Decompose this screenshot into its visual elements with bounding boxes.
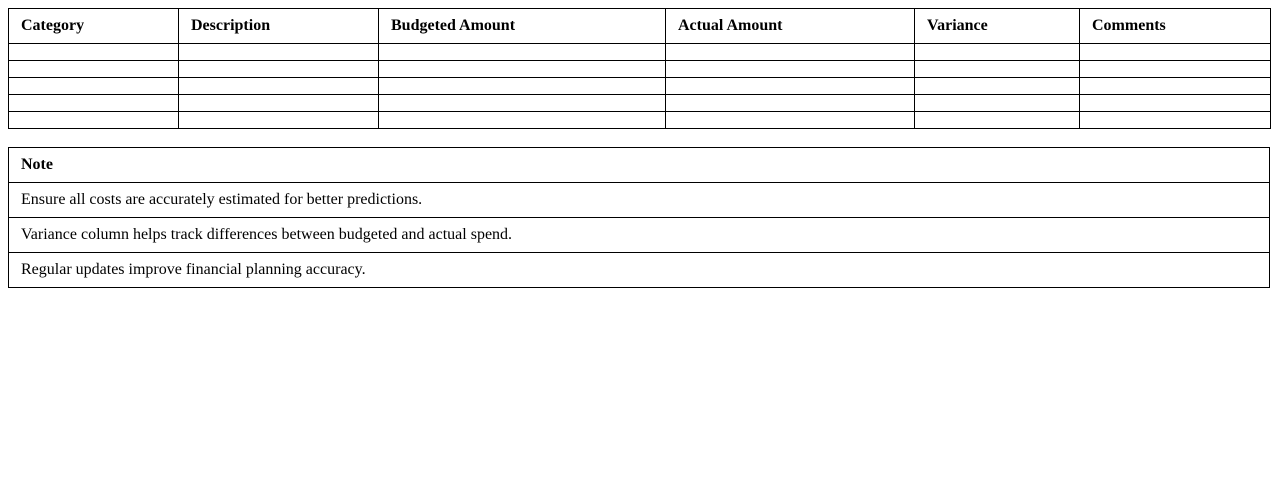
table-cell — [666, 44, 915, 61]
table-cell — [379, 112, 666, 129]
table-cell — [179, 61, 379, 78]
table-cell — [379, 95, 666, 112]
table-cell — [179, 44, 379, 61]
table-cell — [1080, 44, 1271, 61]
table-cell — [9, 95, 179, 112]
table-cell — [379, 78, 666, 95]
table-cell — [666, 61, 915, 78]
table-cell — [1080, 61, 1271, 78]
table-cell — [9, 61, 179, 78]
notes-table — [8, 147, 1270, 288]
table-cell — [179, 78, 379, 95]
table-cell — [915, 95, 1080, 112]
table-row — [9, 44, 1271, 61]
table-cell — [666, 95, 915, 112]
table-cell — [379, 61, 666, 78]
table-cell — [179, 112, 379, 129]
table-cell — [9, 78, 179, 95]
budget-header-row — [9, 9, 1271, 44]
column-header-budgeted-amount: Budgeted Amount — [379, 9, 666, 44]
table-row — [9, 112, 1271, 129]
budget-table — [8, 8, 1271, 129]
table-cell — [179, 95, 379, 112]
note-row — [9, 183, 1270, 218]
table-cell — [915, 44, 1080, 61]
table-cell — [9, 44, 179, 61]
table-cell — [915, 61, 1080, 78]
table-row — [9, 95, 1271, 112]
table-cell — [666, 78, 915, 95]
column-header-variance: Variance — [915, 9, 1080, 44]
column-header-category: Category — [9, 9, 179, 44]
column-header-description: Description — [179, 9, 379, 44]
note-row — [9, 253, 1270, 288]
notes-header-row — [9, 148, 1270, 183]
column-header-comments: Comments — [1080, 9, 1271, 44]
note-text: Regular updates improve financial planning accuracy. — [9, 253, 1270, 288]
table-row — [9, 78, 1271, 95]
table-cell — [379, 44, 666, 61]
table-row — [9, 61, 1271, 78]
table-cell — [1080, 95, 1271, 112]
note-text: Ensure all costs are accurately estimated for better predictions. — [9, 183, 1270, 218]
table-cell — [1080, 112, 1271, 129]
note-text: Variance column helps track differences between budgeted and actual spend. — [9, 218, 1270, 253]
table-cell — [666, 112, 915, 129]
notes-header: Note — [9, 148, 1270, 183]
table-cell — [1080, 78, 1271, 95]
table-cell — [915, 78, 1080, 95]
column-header-actual-amount: Actual Amount — [666, 9, 915, 44]
table-cell — [915, 112, 1080, 129]
table-cell — [9, 112, 179, 129]
note-row — [9, 218, 1270, 253]
